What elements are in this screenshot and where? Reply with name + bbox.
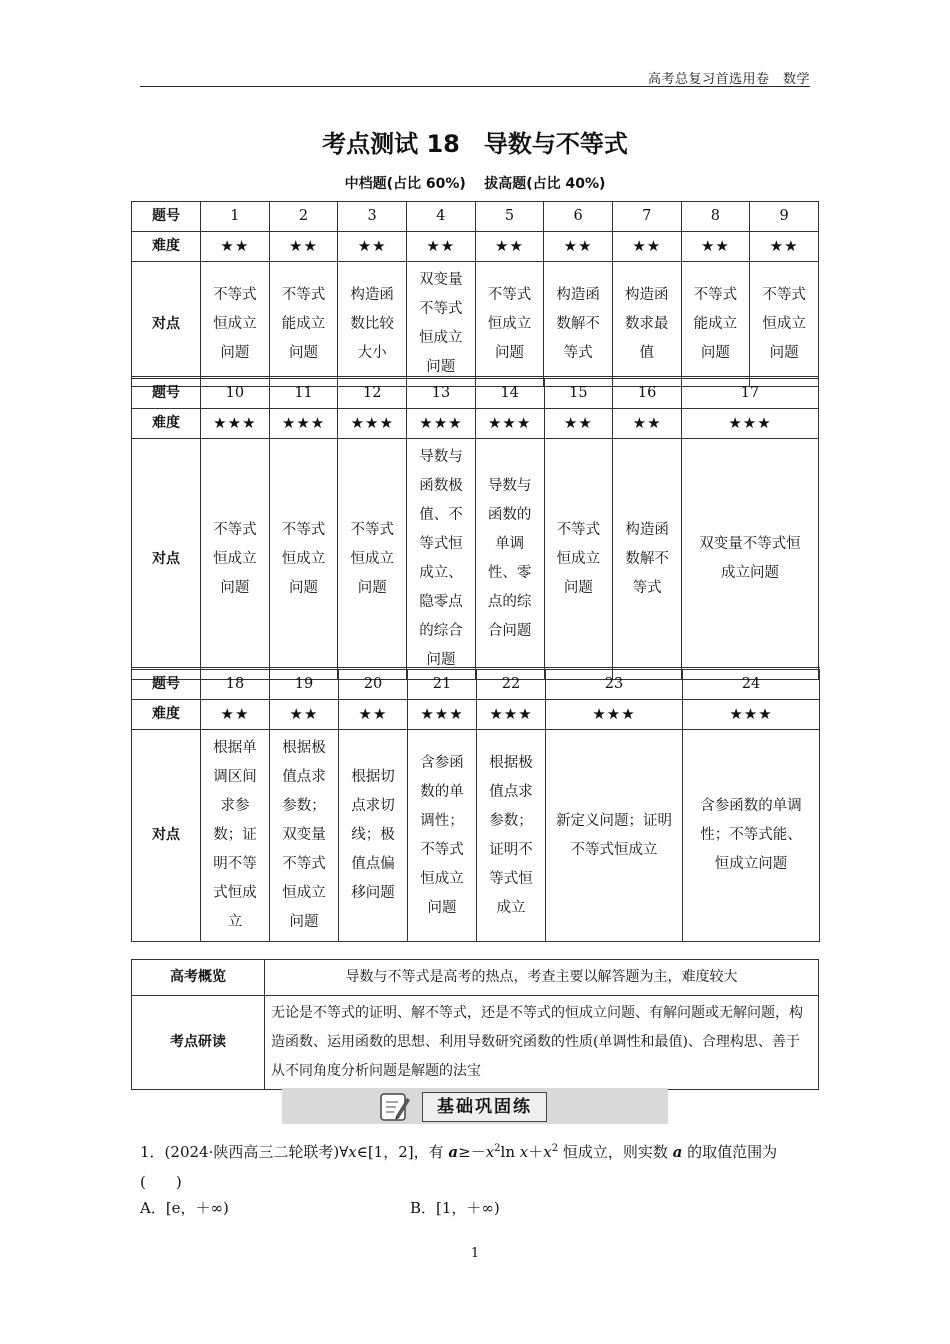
q-num: 20 bbox=[339, 669, 408, 700]
table-row bbox=[132, 960, 819, 996]
difficulty-stars: ★★★ bbox=[546, 700, 683, 730]
table-row bbox=[132, 409, 819, 439]
difficulty-label: 难度 bbox=[132, 409, 201, 439]
num-label: 题号 bbox=[132, 378, 201, 409]
q-num: 9 bbox=[750, 202, 819, 232]
q1-plus: ＋ bbox=[528, 1143, 544, 1161]
difficulty-stars: ★★ bbox=[681, 232, 750, 262]
difficulty-stars: ★★ bbox=[475, 232, 544, 262]
topic-cell: 不等式能成立问题 bbox=[681, 262, 750, 387]
q1-sup: 2 bbox=[494, 1143, 501, 1154]
topic-cell: 构造函数解不等式 bbox=[544, 262, 613, 387]
q1-sup: 2 bbox=[551, 1143, 559, 1154]
q-num: 7 bbox=[612, 202, 681, 232]
q-num: 10 bbox=[201, 378, 270, 409]
q-num: 13 bbox=[407, 378, 476, 409]
option-a[interactable]: A．[e，＋∞) bbox=[140, 1199, 229, 1217]
q1-end: 的取值范围为( ) bbox=[140, 1143, 778, 1191]
topic-cell: 构造函数求最值 bbox=[612, 262, 681, 387]
table-row bbox=[132, 700, 820, 730]
topic-cell: 根据切点求切线；极值点偏移问题 bbox=[339, 730, 408, 942]
difficulty-stars: ★★ bbox=[339, 700, 408, 730]
topic-cell: 双变量不等式恒成立问题 bbox=[406, 262, 475, 387]
q-num: 22 bbox=[477, 669, 546, 700]
table-row bbox=[132, 439, 819, 680]
q1-prefix: 1．(2024·陕西高三二轮联考)∀ bbox=[140, 1143, 349, 1161]
difficulty-stars: ★★★ bbox=[408, 700, 477, 730]
table-row bbox=[132, 378, 819, 409]
option-b[interactable]: B．[1，＋∞) bbox=[410, 1199, 500, 1217]
topic-cell: 不等式恒成立问题 bbox=[544, 439, 613, 680]
difficulty-stars: ★★ bbox=[406, 232, 475, 262]
q-num: 23 bbox=[546, 669, 683, 700]
q-num: 3 bbox=[338, 202, 407, 232]
topic-cell: 构造函数比较大小 bbox=[338, 262, 407, 387]
difficulty-stars: ★★ bbox=[201, 232, 270, 262]
table-row bbox=[132, 669, 820, 700]
q-num: 12 bbox=[338, 378, 407, 409]
q1-ineq: ≥－ bbox=[458, 1143, 486, 1161]
q-num: 15 bbox=[544, 378, 613, 409]
q-num: 5 bbox=[475, 202, 544, 232]
q-num: 8 bbox=[681, 202, 750, 232]
q1-ln: ln bbox=[500, 1143, 520, 1161]
difficulty-stars: ★★★ bbox=[201, 409, 270, 439]
topic-cell: 根据极值点求参数；证明不等式恒成立 bbox=[477, 730, 546, 942]
topic-cell: 不等式恒成立问题 bbox=[201, 262, 270, 387]
topic-cell: 不等式恒成立问题 bbox=[269, 439, 338, 680]
table-row bbox=[132, 232, 819, 262]
topic-cell: 导数与函数极值、不等式恒成立、隐零点的综合问题 bbox=[407, 439, 476, 680]
topic-cell: 不等式恒成立问题 bbox=[475, 262, 544, 387]
q1-options bbox=[140, 1195, 815, 1221]
banner-label: 基础巩固练 bbox=[422, 1092, 547, 1122]
topic-cell: 不等式恒成立问题 bbox=[201, 439, 270, 680]
difficulty-stars: ★★ bbox=[544, 232, 613, 262]
q-num: 16 bbox=[613, 378, 682, 409]
difficulty-stars: ★★★ bbox=[338, 409, 407, 439]
q-num: 17 bbox=[682, 378, 819, 409]
subtitle bbox=[0, 173, 950, 193]
topic-label: 对点 bbox=[132, 439, 201, 680]
difficulty-stars: ★★ bbox=[613, 409, 682, 439]
difficulty-stars: ★★ bbox=[612, 232, 681, 262]
subtitle-high: 拔高题(占比 40%) bbox=[484, 176, 606, 192]
overview-label: 高考概览 bbox=[132, 960, 265, 996]
q-num: 24 bbox=[683, 669, 820, 700]
q1-var-x: x bbox=[348, 1143, 357, 1161]
q-num: 6 bbox=[544, 202, 613, 232]
q-num: 19 bbox=[270, 669, 339, 700]
topic-cell: 根据极值点求参数；双变量不等式恒成立问题 bbox=[270, 730, 339, 942]
topic-cell: 含参函数的单调性；不等式恒成立问题 bbox=[408, 730, 477, 942]
table-row bbox=[132, 202, 819, 232]
difficulty-stars: ★★★ bbox=[407, 409, 476, 439]
q-num: 2 bbox=[269, 202, 338, 232]
difficulty-stars: ★★★ bbox=[475, 409, 544, 439]
q-num: 18 bbox=[201, 669, 270, 700]
pencil-note-icon bbox=[378, 1090, 412, 1124]
topic-cell: 含参函数的单调性；不等式能、恒成立问题 bbox=[683, 730, 820, 942]
difficulty-stars: ★★★ bbox=[683, 700, 820, 730]
topic-cell: 双变量不等式恒成立问题 bbox=[682, 439, 819, 680]
topic-cell: 不等式恒成立问题 bbox=[750, 262, 819, 387]
q1-x: x bbox=[519, 1143, 529, 1161]
difficulty-label: 难度 bbox=[132, 232, 201, 262]
q1-var-a: a bbox=[672, 1143, 683, 1161]
overview-text: 导数与不等式是高考的热点，考查主要以解答题为主，难度较大 bbox=[265, 960, 819, 996]
num-label: 题号 bbox=[132, 202, 201, 232]
q1-x: x bbox=[485, 1143, 495, 1161]
difficulty-table-2 bbox=[131, 376, 819, 680]
difficulty-stars: ★★ bbox=[750, 232, 819, 262]
question-1 bbox=[140, 1134, 815, 1197]
study-text: 无论是不等式的证明、解不等式，还是不等式的恒成立问题、有解问题或无解问题，构造函数、运用函数的思想、利用导数研究函数的性质(单调性和最值)、合理构思、善于从不同角度分析问题是解题的法宝 bbox=[265, 996, 819, 1090]
difficulty-stars: ★★★ bbox=[269, 409, 338, 439]
topic-cell: 新定义问题；证明不等式恒成立 bbox=[546, 730, 683, 942]
topic-cell: 不等式恒成立问题 bbox=[338, 439, 407, 680]
topic-label: 对点 bbox=[132, 262, 201, 387]
topic-cell: 构造函数解不等式 bbox=[613, 439, 682, 680]
topic-cell: 不等式能成立问题 bbox=[269, 262, 338, 387]
difficulty-stars: ★★★ bbox=[682, 409, 819, 439]
difficulty-table-1 bbox=[131, 201, 819, 387]
q-num: 11 bbox=[269, 378, 338, 409]
num-label: 题号 bbox=[132, 669, 201, 700]
difficulty-stars: ★★ bbox=[269, 232, 338, 262]
topic-label: 对点 bbox=[132, 730, 201, 942]
q-num: 4 bbox=[406, 202, 475, 232]
q1-x: x bbox=[543, 1143, 552, 1161]
difficulty-stars: ★★ bbox=[270, 700, 339, 730]
overview-table bbox=[131, 959, 819, 1090]
difficulty-stars: ★★★ bbox=[477, 700, 546, 730]
difficulty-label: 难度 bbox=[132, 700, 201, 730]
page-number: 1 bbox=[470, 1246, 480, 1261]
table-row bbox=[132, 262, 819, 387]
q1-tail: 恒成立，则实数 bbox=[558, 1143, 673, 1161]
page-title: 考点测试 18 导数与不等式 bbox=[322, 130, 628, 158]
difficulty-stars: ★★ bbox=[544, 409, 613, 439]
q1-interval: ∈[1，2]，有 bbox=[356, 1143, 449, 1161]
difficulty-stars: ★★ bbox=[338, 232, 407, 262]
subtitle-mid: 中档题(占比 60%) bbox=[344, 176, 466, 192]
table-row bbox=[132, 996, 819, 1090]
q1-var-a: a bbox=[448, 1143, 459, 1161]
q-num: 21 bbox=[408, 669, 477, 700]
difficulty-stars: ★★ bbox=[201, 700, 270, 730]
difficulty-table-3 bbox=[131, 667, 820, 942]
q-num: 14 bbox=[475, 378, 544, 409]
q-num: 1 bbox=[201, 202, 270, 232]
topic-cell: 根据单调区间求参数；证明不等式恒成立 bbox=[201, 730, 270, 942]
table-row bbox=[132, 730, 820, 942]
topic-cell: 导数与函数的单调性、零点的综合问题 bbox=[475, 439, 544, 680]
section-banner bbox=[282, 1088, 668, 1124]
header-right: 高考总复习首选用卷 数学 bbox=[647, 72, 810, 87]
study-label: 考点研读 bbox=[132, 996, 265, 1090]
header-rule bbox=[140, 86, 810, 87]
